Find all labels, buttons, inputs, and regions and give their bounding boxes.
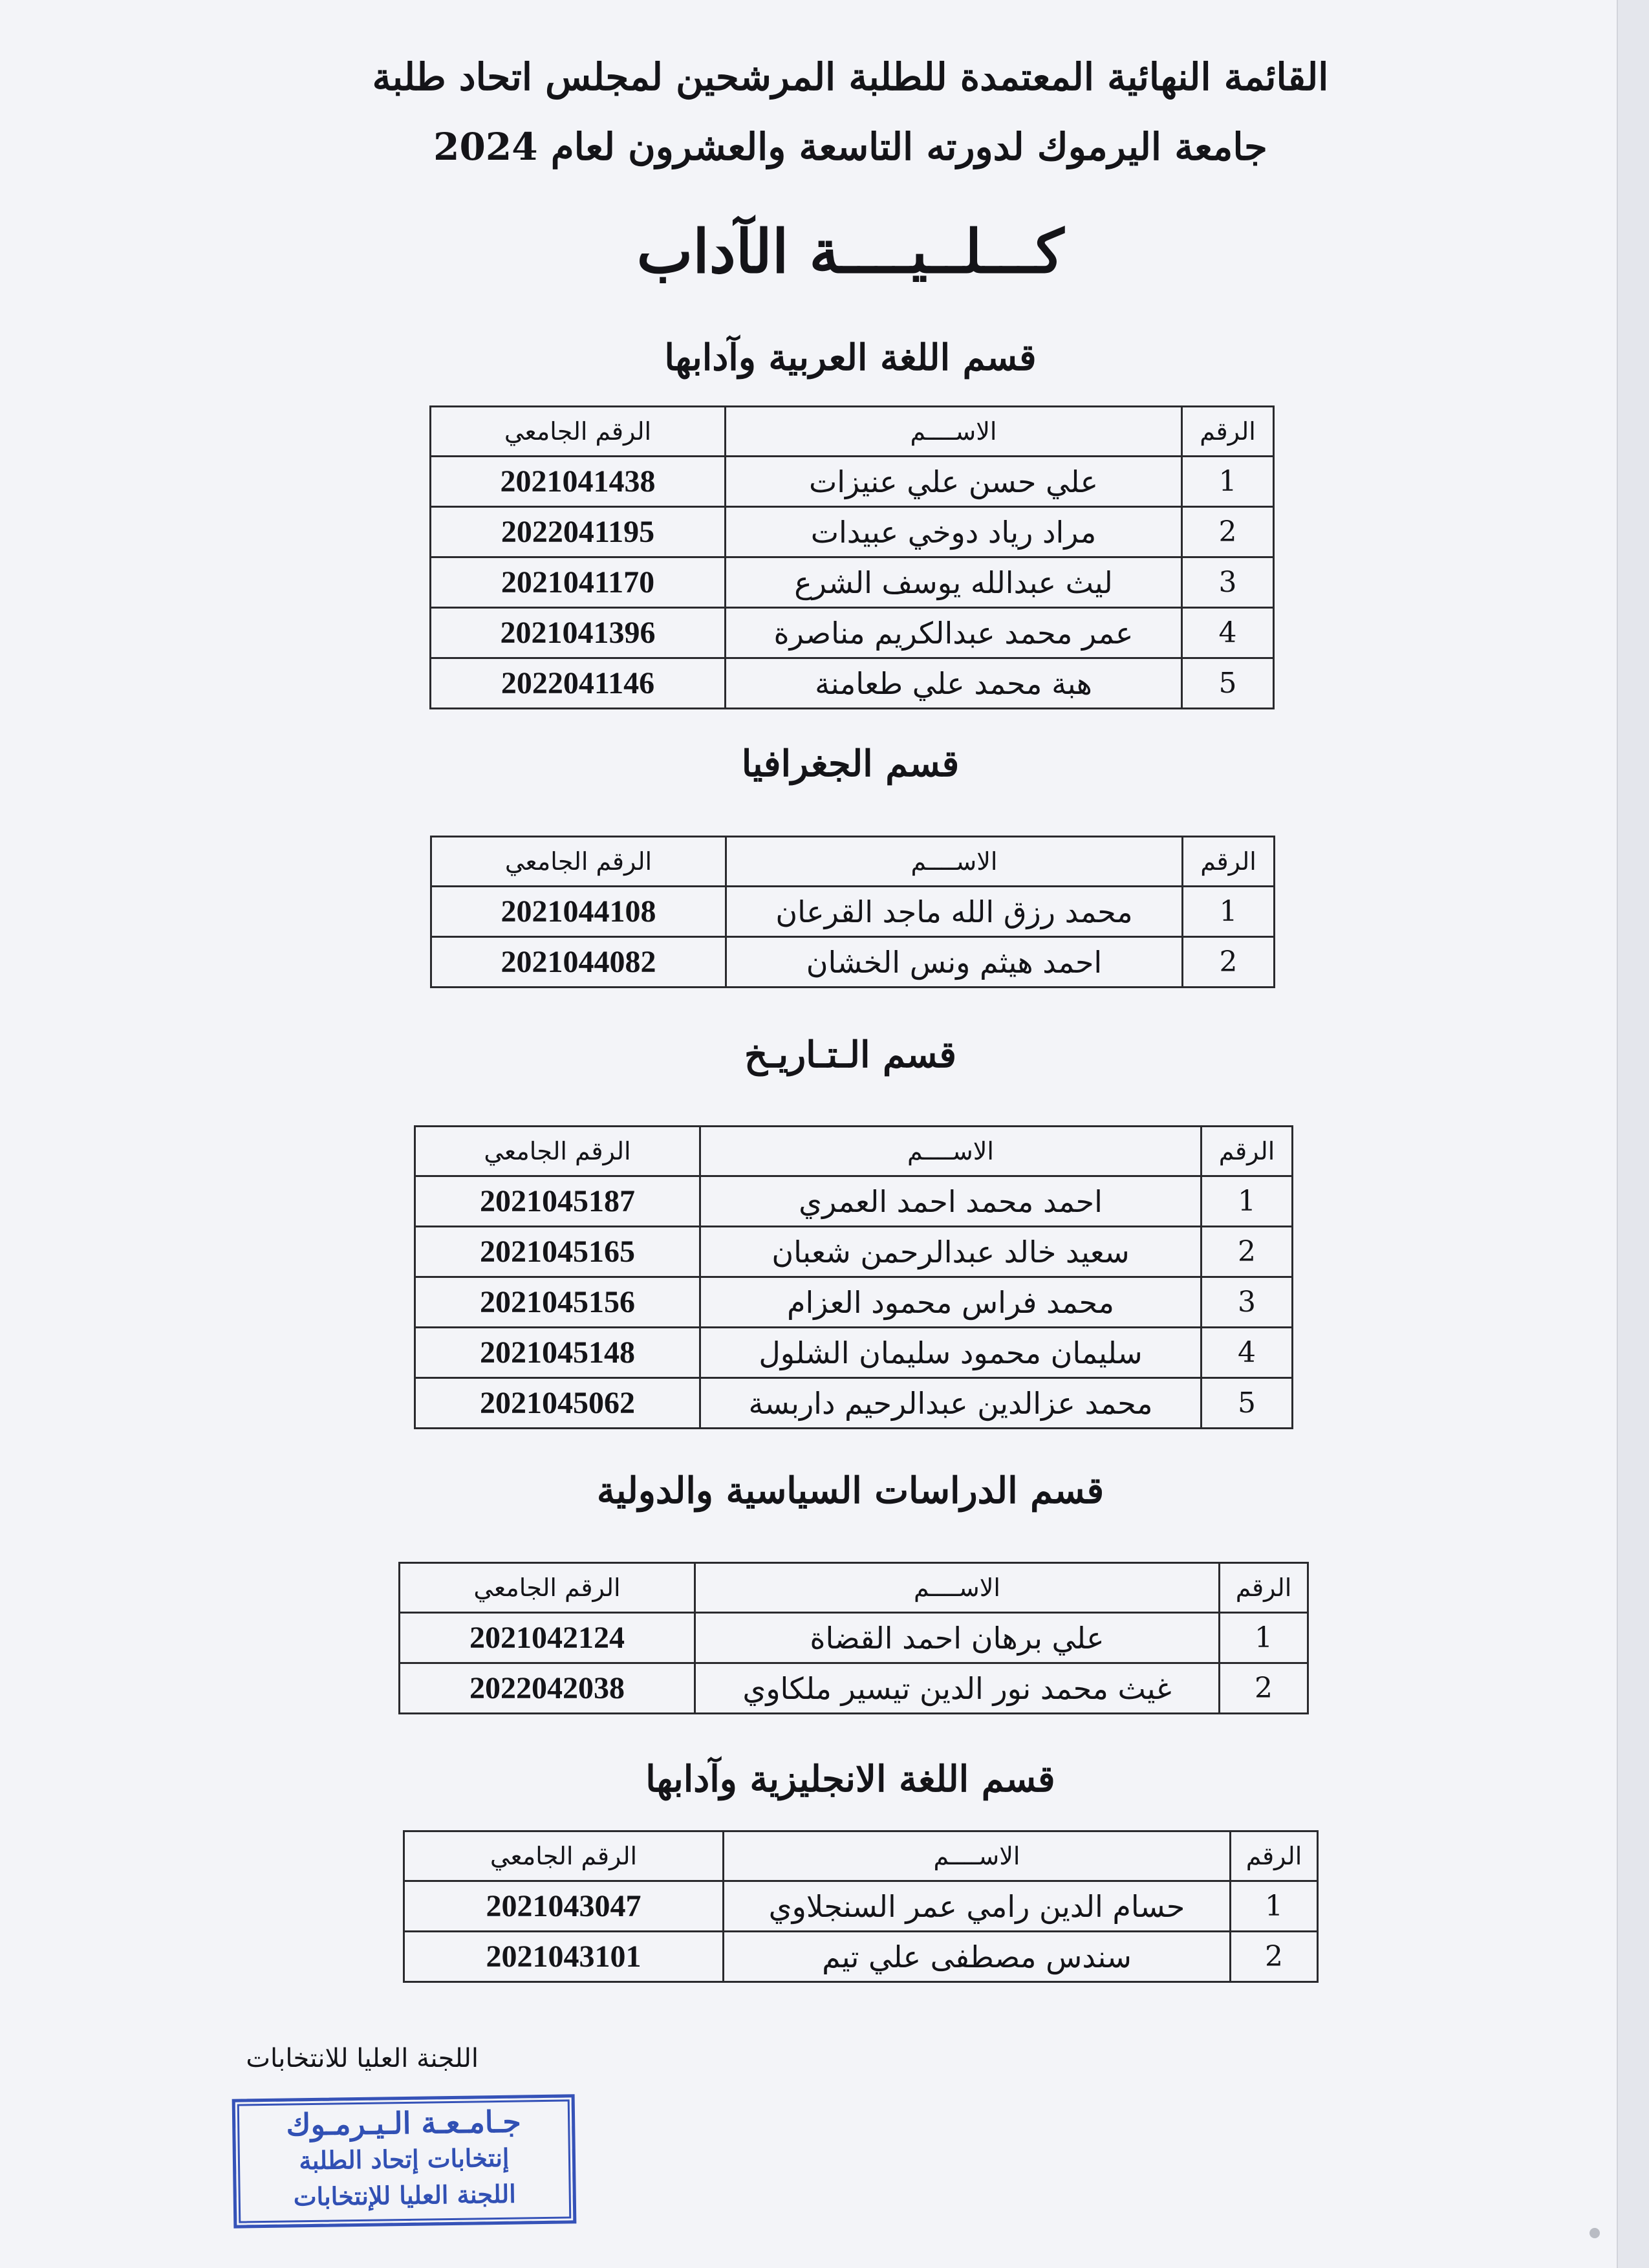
row-id: 2022041146 (431, 658, 726, 709)
row-id: 2021041170 (431, 557, 726, 608)
table-row (431, 887, 1275, 937)
col-num-header: الرقم (1182, 407, 1274, 457)
row-name: غيث محمد نور الدين تيسير ملكاوي (695, 1663, 1220, 1714)
row-num: 5 (1202, 1378, 1293, 1429)
col-name-header: الاســــم (726, 407, 1182, 457)
table-row (415, 1328, 1293, 1378)
row-id: 2021045148 (415, 1328, 700, 1378)
row-num: 2 (1183, 937, 1275, 988)
table-row (431, 608, 1274, 658)
table-header-row (404, 1831, 1318, 1881)
row-id: 2022042038 (400, 1663, 695, 1714)
table-row (431, 457, 1274, 507)
table-header-row (415, 1127, 1293, 1176)
col-id-header: الرقم الجامعي (431, 837, 726, 887)
header-line-1: القائمة النهائية المعتمدة للطلبة المرشحين لمجلس اتحاد طلبة (372, 55, 1329, 99)
dept-table-arabic (429, 405, 1275, 709)
row-name: سليمان محمود سليمان الشلول (700, 1328, 1202, 1378)
table-header-row (400, 1563, 1308, 1613)
row-id: 2021043047 (404, 1881, 724, 1932)
row-name: عمر محمد عبدالكريم مناصرة (726, 608, 1182, 658)
row-name: احمد محمد احمد العمري (700, 1176, 1202, 1227)
header-line-2: جامعة اليرموك لدورته التاسعة والعشرون لعام 2024 (433, 125, 1267, 169)
row-num: 2 (1220, 1663, 1308, 1714)
table-row (431, 557, 1274, 608)
table-row (431, 658, 1274, 709)
row-name: علي حسن علي عنيزات (726, 457, 1182, 507)
row-num: 1 (1202, 1176, 1293, 1227)
committee-signature-label: اللجنة العليا للانتخابات (246, 2044, 479, 2073)
dept-table-political (398, 1562, 1309, 1714)
table-row (404, 1881, 1318, 1932)
table-row (415, 1176, 1293, 1227)
row-name: سعيد خالد عبدالرحمن شعبان (700, 1227, 1202, 1277)
faculty-title: كـــلــيــــة الآداب (636, 217, 1064, 286)
col-num-header: الرقم (1220, 1563, 1308, 1613)
row-id: 2021045062 (415, 1378, 700, 1429)
col-num-header: الرقم (1183, 837, 1275, 887)
table-row (415, 1378, 1293, 1429)
row-num: 5 (1182, 658, 1274, 709)
row-name: ليث عبدالله يوسف الشرع (726, 557, 1182, 608)
stamp-line-3: اللجنة العليا للإنتخابات (293, 2179, 517, 2212)
stamp-line-1: جـامـعـة الـيـرمـوك (286, 2104, 522, 2143)
row-num: 1 (1231, 1881, 1318, 1932)
row-name: حسام الدين رامي عمر السنجلاوي (724, 1881, 1231, 1932)
row-id: 2021044082 (431, 937, 726, 988)
stamp-line-2: إنتخابات إتحاد الطلبة (299, 2143, 510, 2176)
dept-title-geography: قسم الجغرافيا (741, 742, 960, 785)
col-id-header: الرقم الجامعي (400, 1563, 695, 1613)
col-id-header: الرقم الجامعي (431, 407, 726, 457)
row-num: 3 (1182, 557, 1274, 608)
col-name-header: الاســــم (726, 837, 1183, 887)
table-row (431, 507, 1274, 557)
row-num: 1 (1220, 1613, 1308, 1663)
col-id-header: الرقم الجامعي (415, 1127, 700, 1176)
table-row (415, 1277, 1293, 1328)
row-id: 2022041195 (431, 507, 726, 557)
row-id: 2021041438 (431, 457, 726, 507)
row-num: 1 (1183, 887, 1275, 937)
row-id: 2021041396 (431, 608, 726, 658)
table-header-row (431, 407, 1274, 457)
row-id: 2021045165 (415, 1227, 700, 1277)
row-num: 4 (1202, 1328, 1293, 1378)
table-row (431, 937, 1275, 988)
row-num: 2 (1231, 1932, 1318, 1982)
scan-mark (1590, 2228, 1600, 2238)
row-id: 2021045187 (415, 1176, 700, 1227)
table-row (404, 1932, 1318, 1982)
row-name: علي برهان احمد القضاة (695, 1613, 1220, 1663)
col-name-header: الاســــم (700, 1127, 1202, 1176)
dept-title-history: قسم الـتـاريـخ (744, 1033, 957, 1076)
row-num: 3 (1202, 1277, 1293, 1328)
row-num: 2 (1182, 507, 1274, 557)
row-name: محمد عزالدين عبدالرحيم داربسة (700, 1378, 1202, 1429)
col-id-header: الرقم الجامعي (404, 1831, 724, 1881)
table-header-row (431, 837, 1275, 887)
row-num: 1 (1182, 457, 1274, 507)
row-name: محمد فراس محمود العزام (700, 1277, 1202, 1328)
row-id: 2021044108 (431, 887, 726, 937)
row-id: 2021042124 (400, 1613, 695, 1663)
row-name: هبة محمد علي طعامنة (726, 658, 1182, 709)
dept-title-political: قسم الدراسات السياسية والدولية (596, 1469, 1105, 1512)
dept-title-english: قسم اللغة الانجليزية وآدابها (645, 1758, 1055, 1800)
row-num: 4 (1182, 608, 1274, 658)
col-name-header: الاســــم (724, 1831, 1231, 1881)
dept-table-history (414, 1125, 1293, 1429)
row-name: محمد رزق الله ماجد القرعان (726, 887, 1183, 937)
row-num: 2 (1202, 1227, 1293, 1277)
dept-table-geography (430, 836, 1275, 988)
table-row (415, 1227, 1293, 1277)
col-num-header: الرقم (1202, 1127, 1293, 1176)
table-row (400, 1663, 1308, 1714)
col-num-header: الرقم (1231, 1831, 1318, 1881)
row-name: احمد هيثم ونس الخشان (726, 937, 1183, 988)
table-row (400, 1613, 1308, 1663)
row-id: 2021043101 (404, 1932, 724, 1982)
row-id: 2021045156 (415, 1277, 700, 1328)
dept-title-arabic: قسم اللغة العربية وآدابها (664, 336, 1037, 379)
election-committee-stamp (232, 2094, 577, 2228)
row-name: مراد رياد دوخي عبيدات (726, 507, 1182, 557)
dept-table-english (403, 1830, 1319, 1983)
col-name-header: الاســــم (695, 1563, 1220, 1613)
row-name: سندس مصطفى علي تيم (724, 1932, 1231, 1982)
